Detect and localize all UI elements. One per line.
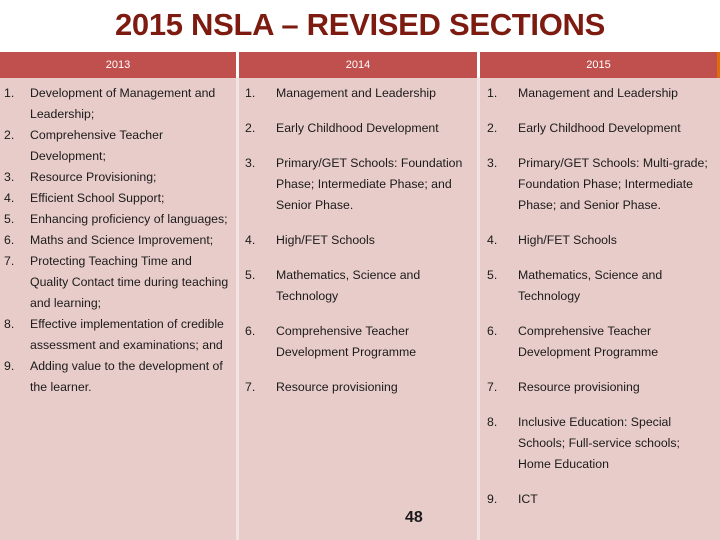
list-item bbox=[485, 265, 712, 307]
list-item bbox=[4, 230, 230, 251]
list-item-number: 4. bbox=[487, 233, 498, 247]
list-item-number: 1. bbox=[4, 86, 15, 100]
list-item bbox=[243, 321, 469, 363]
list-item-number: 9. bbox=[487, 492, 498, 506]
list-item bbox=[243, 265, 469, 307]
list-item-number: 2. bbox=[4, 128, 15, 142]
table-header-row bbox=[0, 52, 720, 78]
list-item-label: High/FET Schools bbox=[276, 233, 375, 247]
list-item-number: 1. bbox=[245, 86, 256, 100]
list-2014 bbox=[243, 83, 469, 398]
list-item-label: Comprehensive Teacher Development Programme bbox=[276, 324, 417, 359]
list-item bbox=[485, 153, 712, 216]
table-cell-2014 bbox=[239, 78, 477, 540]
list-item-label: Early Childhood Development bbox=[518, 121, 681, 135]
list-item-number: 7. bbox=[4, 254, 15, 268]
list-item bbox=[4, 188, 230, 209]
list-item-label: Primary/GET Schools: Multi-grade; Foundation Phase; Intermediate Phase; and Senior Phase. bbox=[518, 156, 708, 212]
list-item-label: Adding value to the development of the learner. bbox=[30, 359, 223, 394]
list-item-number: 3. bbox=[4, 170, 15, 184]
list-2013 bbox=[4, 83, 230, 398]
list-item-number: 3. bbox=[487, 156, 498, 170]
list-item bbox=[485, 489, 712, 510]
list-item bbox=[485, 321, 712, 363]
list-item-number: 4. bbox=[245, 233, 256, 247]
list-item bbox=[4, 356, 230, 398]
list-item-number: 5. bbox=[487, 268, 498, 282]
column-header-2013: 2013 bbox=[0, 52, 236, 78]
list-item-label: Management and Leadership bbox=[518, 86, 678, 100]
list-item-number: 7. bbox=[487, 380, 498, 394]
list-item-label: Protecting Teaching Time and Quality Contact time during teaching and learning; bbox=[30, 254, 229, 310]
list-item-label: Mathematics, Science and Technology bbox=[276, 268, 421, 303]
list-item-label: Resource provisioning bbox=[276, 380, 398, 394]
list-item-label: Primary/GET Schools: Foundation Phase; Intermediate Phase; and Senior Phase. bbox=[276, 156, 463, 212]
list-item-label: Resource Provisioning; bbox=[30, 170, 157, 184]
list-item bbox=[243, 377, 469, 398]
list-item-number: 6. bbox=[4, 233, 15, 247]
list-item-label: Development of Management and Leadership; bbox=[30, 86, 216, 121]
list-item bbox=[4, 83, 230, 125]
list-item-label: Enhancing proficiency of languages; bbox=[30, 212, 228, 226]
list-item-number: 2. bbox=[487, 121, 498, 135]
list-item bbox=[4, 314, 230, 356]
list-item-label: Management and Leadership bbox=[276, 86, 436, 100]
list-item-label: Efficient School Support; bbox=[30, 191, 165, 205]
list-item-label: Inclusive Education: Special Schools; Full-service schools; Home Education bbox=[518, 415, 680, 471]
list-item bbox=[485, 412, 712, 475]
table-cell-2013 bbox=[0, 78, 236, 540]
list-item-number: 3. bbox=[245, 156, 256, 170]
list-item-label: Resource provisioning bbox=[518, 380, 640, 394]
list-item bbox=[485, 377, 712, 398]
list-item-number: 6. bbox=[245, 324, 256, 338]
list-item bbox=[4, 167, 230, 188]
list-2015 bbox=[485, 83, 712, 510]
list-item-number: 6. bbox=[487, 324, 498, 338]
list-item-number: 7. bbox=[245, 380, 256, 394]
list-item bbox=[4, 209, 230, 230]
list-item-label: Mathematics, Science and Technology bbox=[518, 268, 663, 303]
column-header-2014: 2014 bbox=[239, 52, 477, 78]
list-item-label: ICT bbox=[518, 492, 538, 506]
list-item bbox=[485, 83, 712, 104]
list-item-number: 9. bbox=[4, 359, 15, 373]
list-item-number: 5. bbox=[245, 268, 256, 282]
list-item-label: High/FET Schools bbox=[518, 233, 617, 247]
list-item-label: Early Childhood Development bbox=[276, 121, 439, 135]
list-item-label: Maths and Science Improvement; bbox=[30, 233, 214, 247]
page-number: 48 bbox=[405, 509, 423, 526]
list-item-number: 8. bbox=[4, 317, 15, 331]
table-cell-2015 bbox=[480, 78, 720, 540]
list-item-label: Effective implementation of credible assessment and examinations; and bbox=[30, 317, 224, 352]
list-item bbox=[4, 125, 230, 167]
list-item-label: Comprehensive Teacher Development Programme bbox=[518, 324, 659, 359]
list-item-number: 2. bbox=[245, 121, 256, 135]
list-item-number: 5. bbox=[4, 212, 15, 226]
list-item bbox=[485, 118, 712, 139]
list-item-number: 4. bbox=[4, 191, 15, 205]
list-item bbox=[243, 230, 469, 251]
column-header-2015: 2015 bbox=[480, 52, 717, 78]
list-item-number: 8. bbox=[487, 415, 498, 429]
list-item bbox=[4, 251, 230, 314]
table-body-row bbox=[0, 78, 720, 540]
list-item bbox=[243, 83, 469, 104]
list-item-number: 1. bbox=[487, 86, 498, 100]
list-item bbox=[243, 118, 469, 139]
list-item bbox=[243, 153, 469, 216]
list-item-label: Comprehensive Teacher Development; bbox=[30, 128, 164, 163]
page-title: 2015 NSLA – REVISED SECTIONS bbox=[114, 7, 606, 42]
comparison-table bbox=[0, 52, 720, 540]
list-item bbox=[485, 230, 712, 251]
